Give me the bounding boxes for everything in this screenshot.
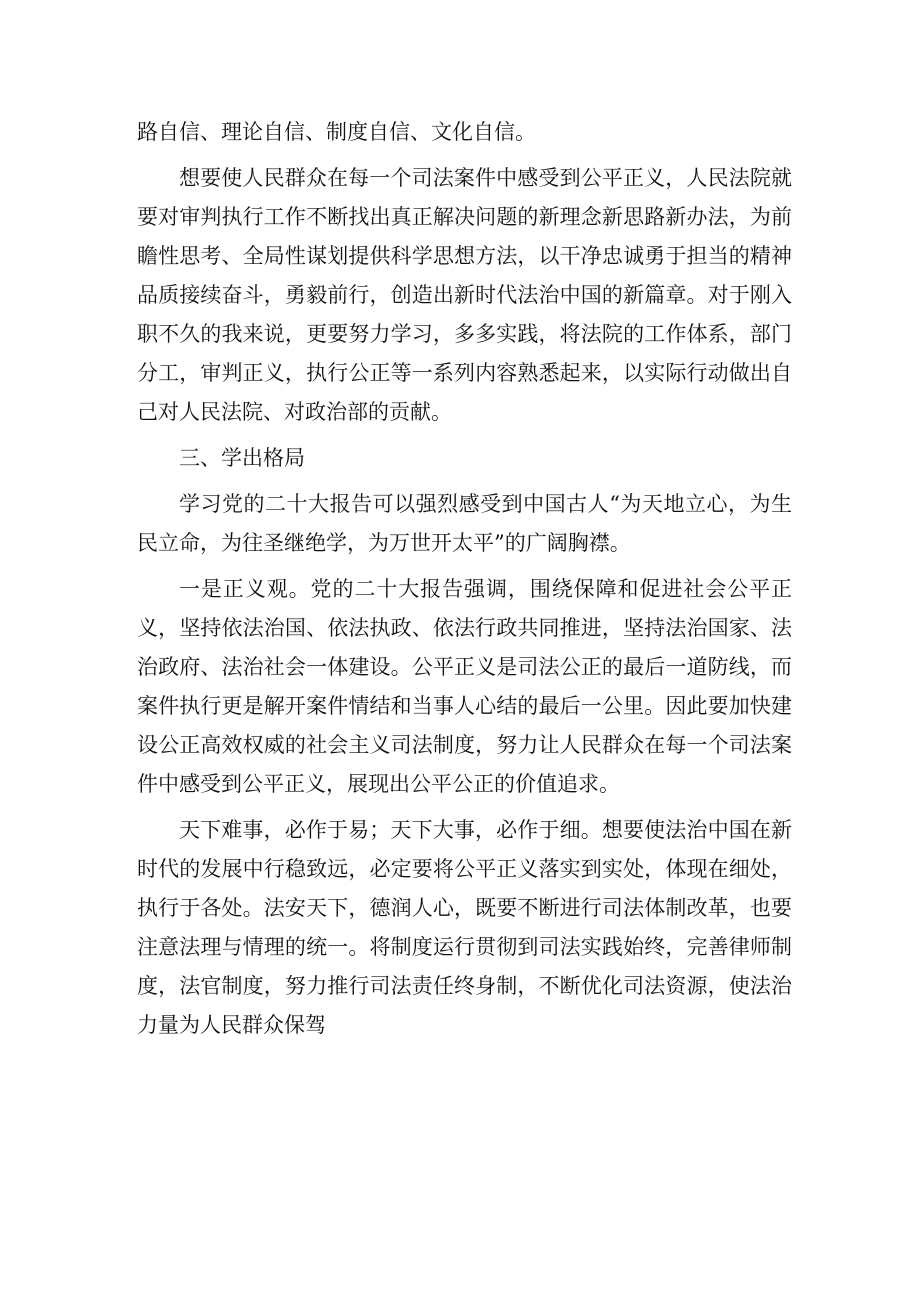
document-body bbox=[137, 113, 792, 1052]
paragraph-report-study: 学习党的二十大报告可以强烈感受到中国古人“为天地立心，为生民立命，为往圣继绝学，为万世开太平”的广阔胸襟。 bbox=[137, 492, 792, 555]
paragraph-justice-view: 一是正义观。党的二十大报告强调，围绕保障和促进社会公平正义，坚持依法治国、依法执政、依法行政共同推进，坚持法治国家、法治政府、法治社会一体建设。公平正义是司法公正的最后一道防线，而案件执行更是解开案件情结和当事人心结的最后一公里。因此要加快建设公正高效权威的社会主义司法制度，努力让人民群众在每一个司法案件中感受到公平正义，展现出公平公正的价值追求。 bbox=[137, 577, 792, 796]
section-heading: 三、学出格局 bbox=[179, 446, 305, 470]
paragraph-continuation: 路自信、理论自信、制度自信、文化自信。 bbox=[137, 120, 536, 144]
paragraph-hard-things: 天下难事，必作于易；天下大事，必作于细。想要使法治中国在新时代的发展中行稳致远，必定要将公平正义落实到实处，体现在细处，执行于各处。法安天下，德润人心，既要不断进行司法体制改革，也要注意法理与情理的统一。将制度运行贯彻到司法实践始终，完善律师制度，法官制度，努力推行司法责任终身制，不断优化司法资源，使法治力量为人民群众保驾 bbox=[137, 818, 792, 1037]
paragraph-fairness-justice: 想要使人民群众在每一个司法案件中感受到公平正义，人民法院就要对审判执行工作不断找出真正解决问题的新理念新思路新办法，为前瞻性思考、全局性谋划提供科学思想方法，以干净忠诚勇于担当的精神品质接续奋斗，勇毅前行，创造出新时代法治中国的新篇章。对于刚入职不久的我来说，更要努力学习，多多实践，将法院的工作体系，部门分工，审判正义，执行公正等一系列内容熟悉起来，以实际行动做出自己对人民法院、对政治部的贡献。 bbox=[137, 166, 792, 424]
